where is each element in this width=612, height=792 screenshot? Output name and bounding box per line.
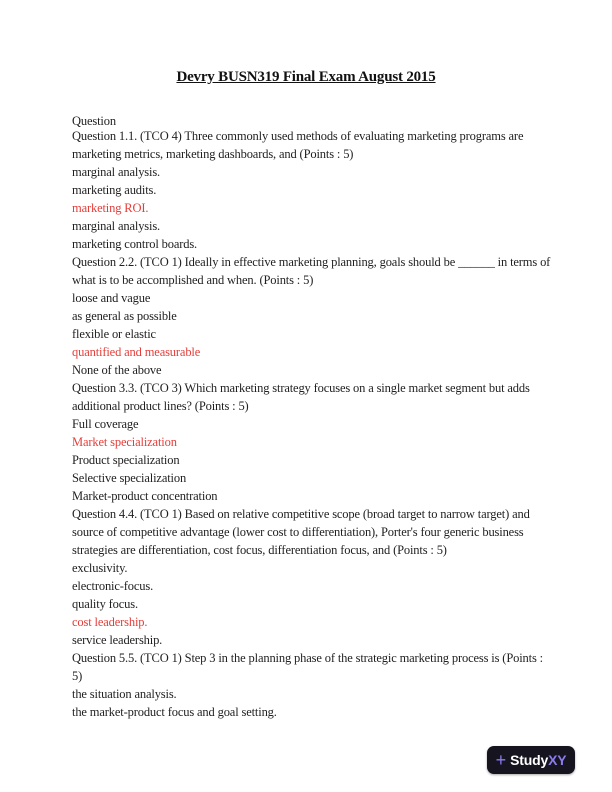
document-line: quantified and measurable bbox=[72, 345, 201, 359]
page-title: Devry BUSN319 Final Exam August 2015 bbox=[176, 69, 436, 85]
document-line: source of competitive advantage (lower cost to differentiation), Porter's four generic business bbox=[72, 525, 524, 539]
document-body bbox=[72, 112, 551, 721]
document-line: marketing metrics, marketing dashboards, and (Points : 5) bbox=[72, 147, 354, 161]
document-line: Question 1.1. (TCO 4) Three commonly used methods of evaluating marketing programs are bbox=[72, 129, 524, 143]
document-line: Market specialization bbox=[72, 435, 177, 449]
document-line: cost leadership. bbox=[72, 615, 148, 629]
studyxy-badge[interactable] bbox=[487, 746, 575, 774]
document-line: Question 4.4. (TCO 1) Based on relative competitive scope (broad target to narrow target) and bbox=[72, 507, 530, 521]
document-line: service leadership. bbox=[72, 633, 163, 647]
document-line: Question 2.2. (TCO 1) Ideally in effective marketing planning, goals should be ______ in terms of bbox=[72, 255, 551, 269]
document-line: the market-product focus and goal setting. bbox=[72, 705, 277, 719]
document-line: additional product lines? (Points : 5) bbox=[72, 399, 249, 413]
document-line: Market-product concentration bbox=[72, 489, 218, 503]
document-line: 5) bbox=[72, 669, 83, 683]
document-line: Question bbox=[72, 114, 116, 128]
logo-text-primary: Study bbox=[510, 752, 549, 768]
document-line: flexible or elastic bbox=[72, 327, 156, 341]
document-line: what is to be accomplished and when. (Points : 5) bbox=[72, 273, 314, 287]
document-line: Question 3.3. (TCO 3) Which marketing strategy focuses on a single market segment but adds bbox=[72, 381, 530, 395]
document-line: Full coverage bbox=[72, 417, 139, 431]
document-line: strategies are differentiation, cost focus, differentiation focus, and (Points : 5) bbox=[72, 543, 447, 557]
studyxy-logo-text bbox=[510, 753, 566, 767]
document-line: the situation analysis. bbox=[72, 687, 177, 701]
document-line: exclusivity. bbox=[72, 561, 128, 575]
plus-icon: + bbox=[495, 749, 507, 770]
document-line: Question 5.5. (TCO 1) Step 3 in the planning phase of the strategic marketing process is (Points : bbox=[72, 651, 543, 665]
document-line: marketing ROI. bbox=[72, 201, 149, 215]
document-line: marginal analysis. bbox=[72, 165, 161, 179]
document-line: Product specialization bbox=[72, 453, 180, 467]
logo-text-accent: XY bbox=[548, 752, 567, 768]
document-line: marginal analysis. bbox=[72, 219, 161, 233]
document-line: marketing audits. bbox=[72, 183, 157, 197]
document-line: marketing control boards. bbox=[72, 237, 198, 251]
document-line: quality focus. bbox=[72, 597, 138, 611]
document-line: Selective specialization bbox=[72, 471, 187, 485]
document-line: electronic-focus. bbox=[72, 579, 154, 593]
document-line: as general as possible bbox=[72, 309, 177, 323]
document-line: None of the above bbox=[72, 363, 162, 377]
document-line: loose and vague bbox=[72, 291, 151, 305]
